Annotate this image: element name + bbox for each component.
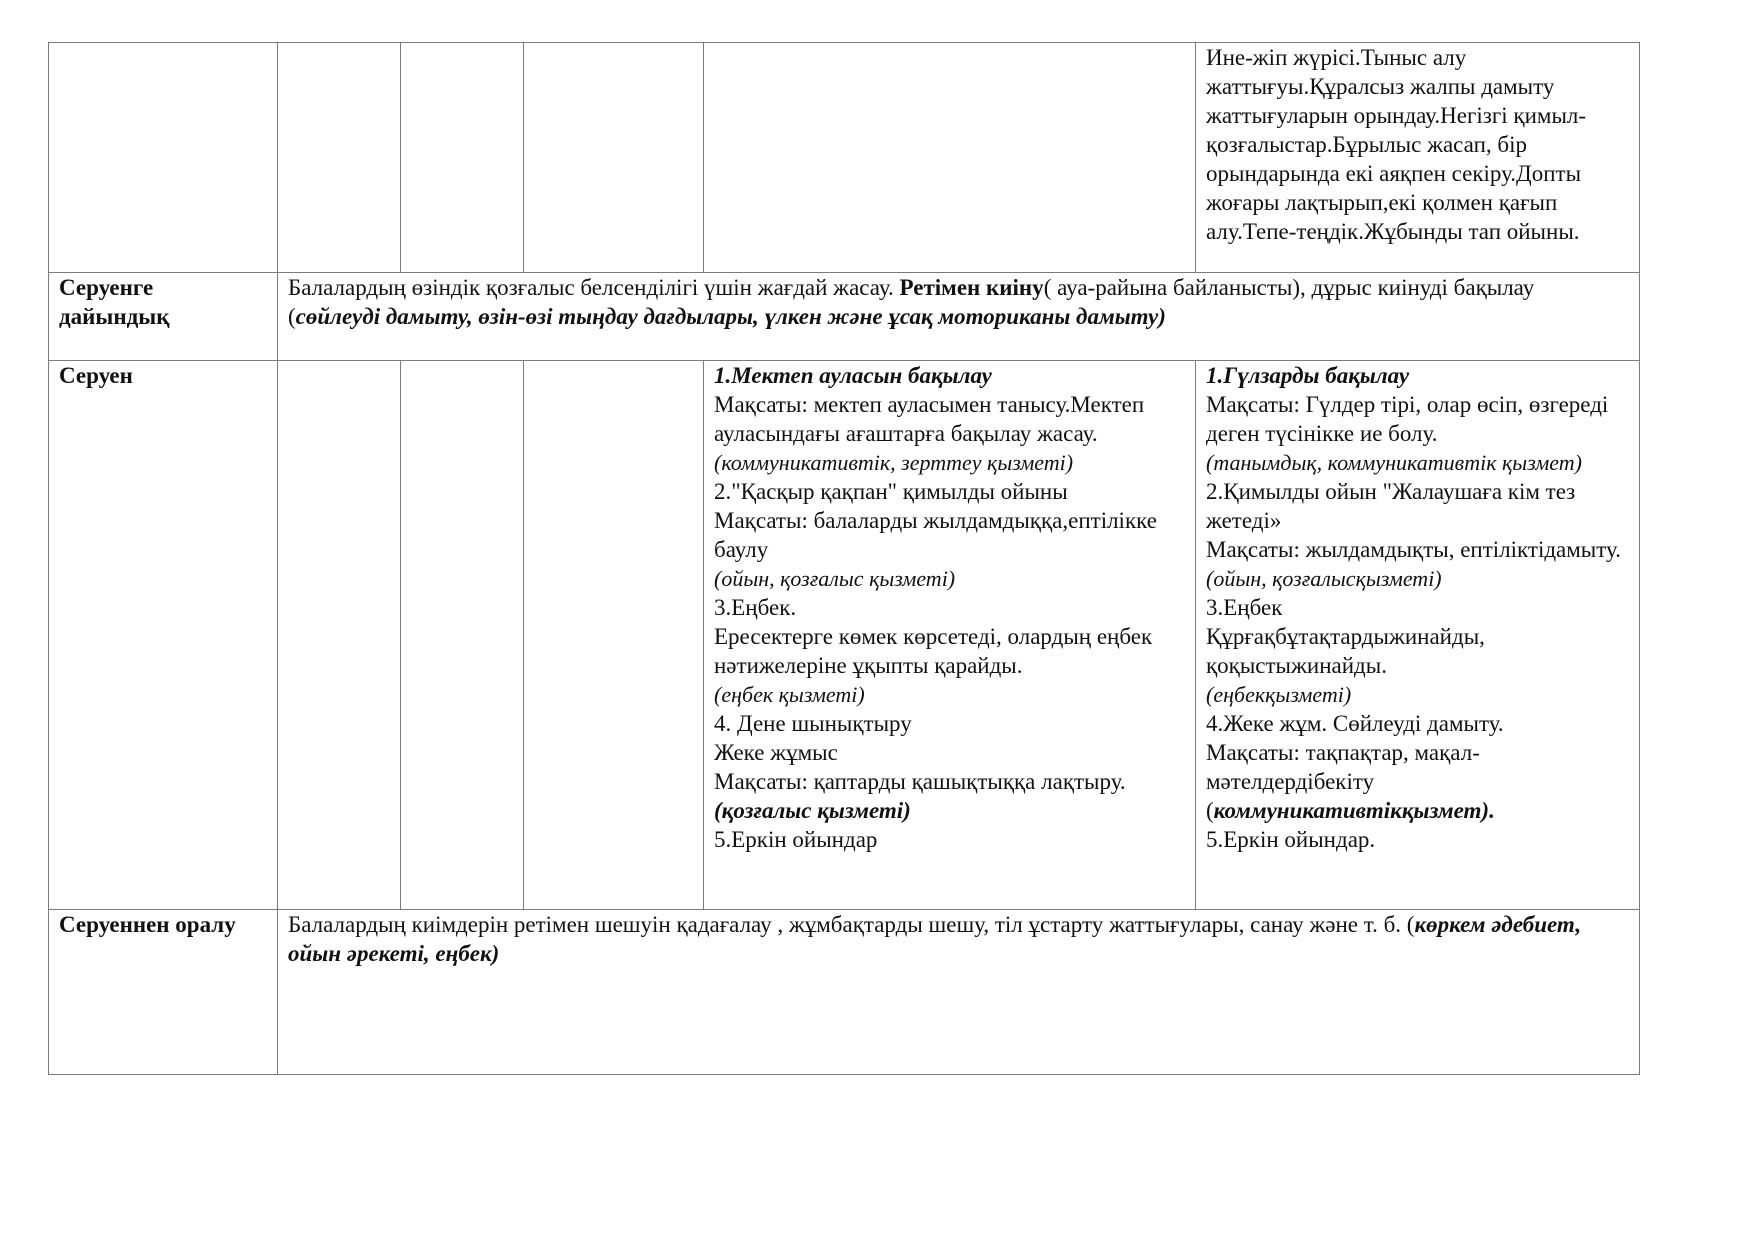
observation-title: 1.Мектеп ауласын бақылау — [714, 363, 992, 388]
table-cell — [278, 361, 401, 910]
activity-note: (қозғалыс қызметі) — [714, 798, 911, 823]
activity-note: сөйлеуді дамыту, өзін-өзі тыңдау дағдылары, үлкен және ұсақ моториканы дамыту) — [295, 304, 1166, 329]
activity-note: (еңбекқызметі) — [1206, 682, 1352, 707]
bold-text: Ретімен киіну — [899, 275, 1044, 300]
goal-text: Мақсаты: қаптарды қашықтыққа лақтыру. — [714, 769, 1126, 794]
table-cell — [401, 361, 524, 910]
work-title: 3.Еңбек. — [714, 595, 797, 620]
table-cell — [704, 361, 1196, 910]
table-row — [49, 273, 1640, 361]
paren-open: ( — [1206, 798, 1214, 823]
work-text: Ересектерге көмек көрсетеді, олардың еңбек нәтижелеріне ұқыпты қарайды. — [714, 624, 1153, 678]
cell-text: Балалардың өзіндік қозғалыс белсенділігі үшін жағдай жасау. — [288, 275, 900, 300]
activity-note: коммуникативтікқызмет). — [1213, 798, 1495, 823]
table-row — [49, 361, 1640, 910]
work-title: 3.Еңбек — [1206, 595, 1283, 620]
table-cell — [278, 273, 1640, 361]
goal-text: Мақсаты: мектеп ауласымен танысу.Мектеп ауласындағы ағаштарға бақылау жасау. — [714, 392, 1145, 446]
cell-text: Балалардың киімдерін ретімен шешуін қадағалау , жұмбақтарды шешу, тіл ұстарту жаттығулары, санау және т. б. ( — [288, 912, 1415, 937]
goal-text: Мақсаты: жылдамдықты, ептіліктідамыту. — [1206, 537, 1621, 562]
table-cell — [524, 361, 704, 910]
goal-text: Мақсаты: тақпақтар, мақал-мәтелдердібекіту — [1206, 740, 1480, 794]
row-label: Серуенге дайындық — [49, 273, 278, 361]
activity-note: көркем әдебиет, ойын әрекеті, еңбек) — [288, 912, 1582, 966]
game-title: 2."Қасқыр қақпан" қимылды ойыны — [714, 479, 1068, 504]
table-row — [49, 43, 1640, 273]
cell-text: ( ауа-райына байланысты), дұрыс киінуді бақылау ( — [288, 275, 1535, 329]
table-cell — [704, 43, 1196, 273]
table-row — [49, 910, 1640, 1075]
activity-note: (коммуникативтік, зерттеу қызметі) — [714, 450, 1074, 475]
activity-note-line — [1206, 796, 1629, 825]
activity-note: (еңбек қызметі) — [714, 682, 865, 707]
table-cell — [278, 910, 1640, 1075]
goal-text: Мақсаты: Гүлдер тірі, олар өсіп, өзгереді деген түсінікке ие болу. — [1206, 392, 1609, 446]
table-cell — [49, 43, 278, 273]
activity-note: (ойын, қозғалысқызметі) — [1206, 566, 1442, 591]
table-cell — [524, 43, 704, 273]
free-games: 5.Еркін ойындар — [714, 827, 878, 852]
hardening-title: 4. Дене шынықтыру — [714, 711, 912, 736]
individual-work: 4.Жеке жұм. Сөйлеуді дамыту. — [1206, 711, 1504, 736]
game-title: 2.Қимылды ойын "Жалаушаға кім тез жетеді» — [1206, 479, 1576, 533]
daily-plan-table — [48, 42, 1640, 1075]
activity-note: (ойын, қозғалыс қызметі) — [714, 566, 956, 591]
table-cell — [401, 43, 524, 273]
goal-text: Мақсаты: балаларды жылдамдыққа,ептілікке баулу — [714, 508, 1157, 562]
table-cell — [278, 43, 401, 273]
work-text: Құрғақбұтақтардыжинайды, қоқыстыжинайды. — [1206, 624, 1485, 678]
table-cell — [1196, 361, 1640, 910]
table-cell — [1196, 43, 1640, 273]
individual-work: Жеке жұмыс — [714, 740, 838, 765]
observation-title: 1.Гүлзарды бақылау — [1206, 363, 1410, 388]
row-label: Серуеннен оралу — [49, 910, 278, 1075]
row-label: Серуен — [49, 361, 278, 910]
free-games: 5.Еркін ойындар. — [1206, 827, 1376, 852]
activity-note: (танымдық, коммуникативтік қызмет) — [1206, 450, 1582, 475]
exercise-text: Ине-жіп жүрісі.Тыныс алу жаттығуы.Құралсыз жалпы дамыту жаттығуларын орындау.Негізгі қимыл-қозғалыстар.Бұрылыс жасап, бір орындарында екі аяқпен секіру.Допты жоғары лақтырып,екі қолмен қағып алу.Тепе-теңдік.Жұбынды тап ойыны. — [1206, 45, 1587, 244]
